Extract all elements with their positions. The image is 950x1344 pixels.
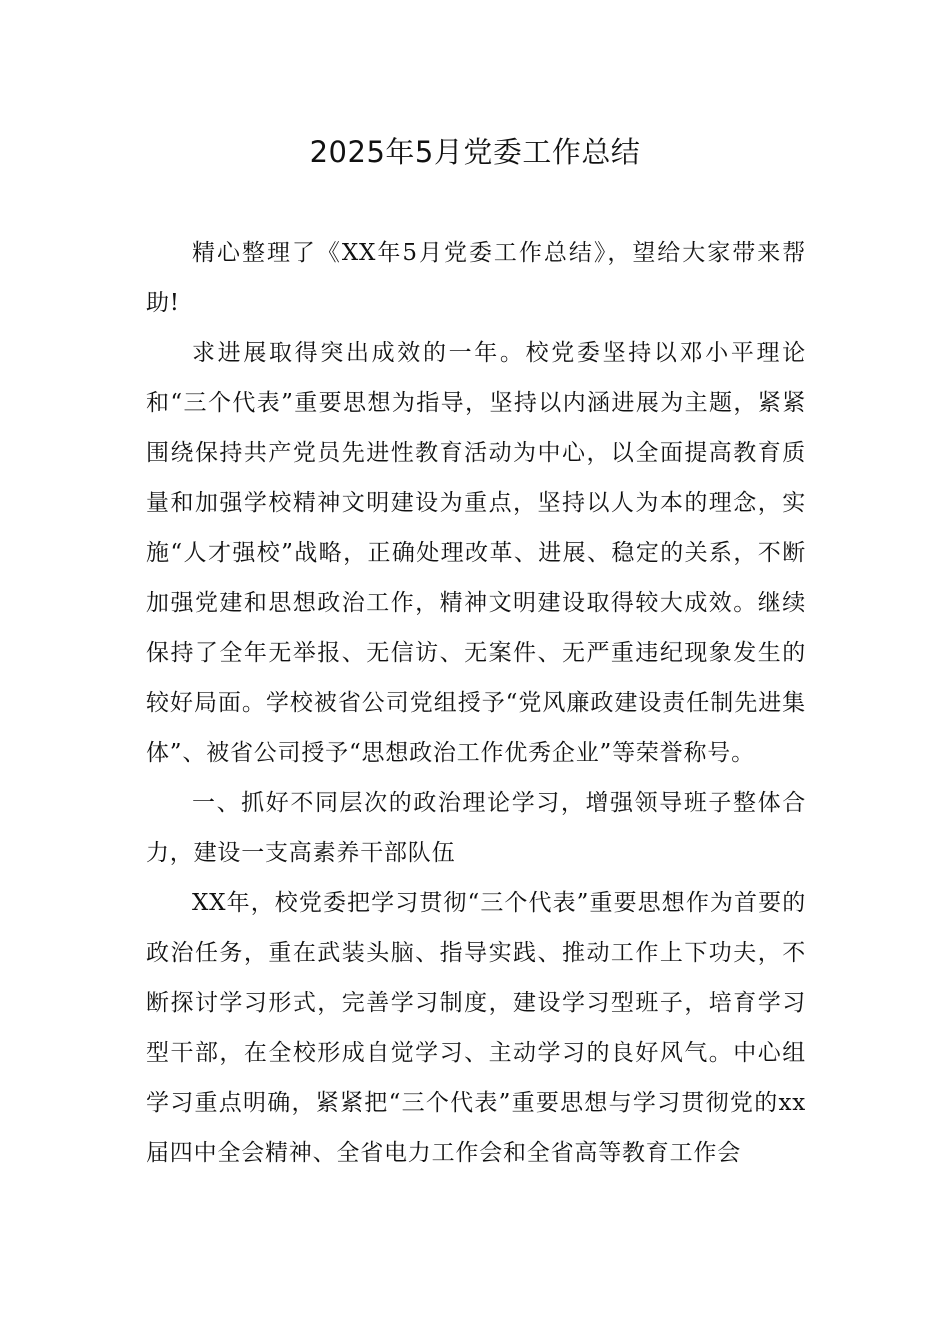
section-heading-1: 一、抓好不同层次的政治理论学习，增强领导班子整体合力，建设一支高素养干部队伍	[146, 790, 806, 866]
document-title: 2025年5月党委工作总结	[309, 135, 641, 169]
document-body	[146, 228, 806, 1178]
paragraph-overview: 求进展取得突出成效的一年。校党委坚持以邓小平理论和“三个代表”重要思想为指导，坚持以内涵进展为主题，紧紧围绕保持共产党员先进性教育活动为中心，以全面提高教育质量和加强学校精神文明建设为重点，坚持以人为本的理念，实施“人才强校”战略，正确处理改革、进展、稳定的关系，不断加强党建和思想政治工作，精神文明建设取得较大成效。继续保持了全年无举报、无信访、无案件、无严重违纪现象发生的较好局面。学校被省公司党组授予“党风廉政建设责任制先进集体”、被省公司授予“思想政治工作优秀企业”等荣誉称号。	[146, 340, 806, 766]
paragraph-intro: 精心整理了《XX年5月党委工作总结》，望给大家带来帮助!	[146, 240, 806, 316]
paragraph-section-1: XX年，校党委把学习贯彻“三个代表”重要思想作为首要的政治任务，重在武装头脑、指导实践、推动工作上下功夫，不断探讨学习形式，完善学习制度，建设学习型班子，培育学习型干部，在全校形成自觉学习、主动学习的良好风气。中心组学习重点明确，紧紧把“三个代表”重要思想与学习贯彻党的xx届四中全会精神、全省电力工作会和全省高等教育工作会	[146, 890, 806, 1166]
